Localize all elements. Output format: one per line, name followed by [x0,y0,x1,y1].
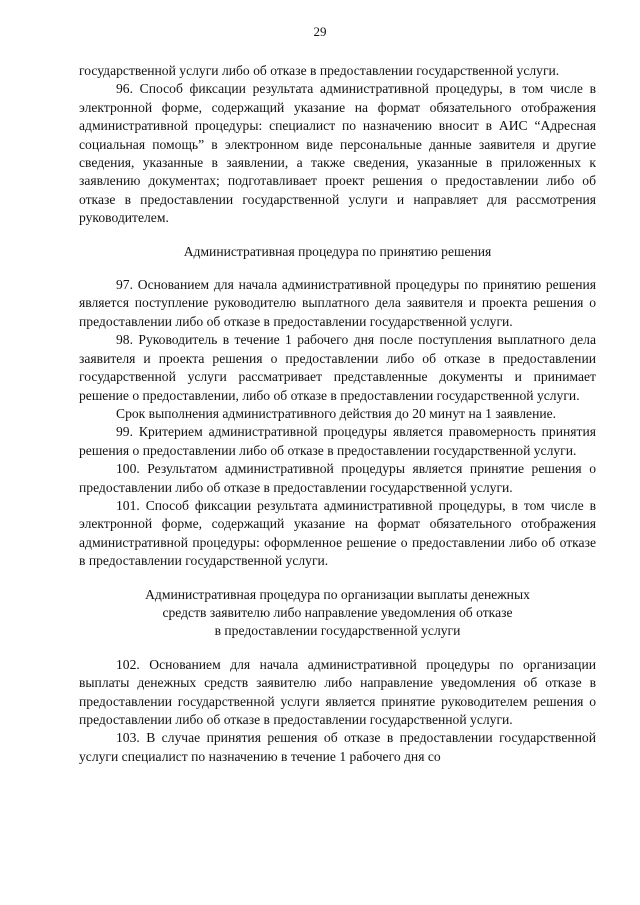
section-heading-payment-line-2: средств заявителю либо направление уведомления об отказе [162,604,513,620]
paragraph-deadline: Срок выполнения административного действия до 20 минут на 1 заявление. [116,405,557,421]
paragraph-continuation: государственной услуги либо об отказе в предоставлении государственной услуги. [79,63,560,78]
paragraph-102: 102. Основанием для начала административной процедуры по организации выплаты денежных средств заявителю либо направление уведомления об отказе в предоставлении государственной услуги является принятие руководителем решения о предоставлении либо об отказе в предоставлении государственной услуги. [79,656,596,727]
paragraph-97: 97. Основанием для начала административной процедуры по принятию решения является поступление руководителю выплатного дела заявителя и проекта решения о предоставлении либо об отказе в предоставлении государственной услуги. [79,277,596,329]
paragraph-100: 100. Результатом административной процедуры является принятие решения о предоставлении либо об отказе в предоставлении государственной услуги. [79,461,596,495]
document-body [79,62,596,766]
paragraph-103: 103. В случае принятия решения об отказе в предоставлении государственной услуги специалист по назначению в течение 1 рабочего дня со [79,730,596,764]
section-heading-payment [79,586,596,641]
section-heading-payment-line-1: Административная процедура по организации выплаты денежных [145,586,530,602]
paragraph-101: 101. Способ фиксации результата административной процедуры, в том числе в электронной форме, содержащий указание на формат обязательного отображения административной процедуры: оформленное решение о предоставлении либо об отказе в предоставлении государственной услуги. [79,497,596,569]
paragraph-96: 96. Способ фиксации результата административной процедуры, в том числе в электронной форме, содержащий указание на формат обязательного отображения административной процедуры: специалист по назначению вносит в АИС “Адресная социальная помощь” в электронном виде персональные данные заявителя и другие сведения, указанные в заявлении, а также сведения, указанные в приложенных к заявлению документах; подготавливает проект решения о предоставлении либо об отказе в предоставлении государственной услуги и направляет для рассмотрения руководителем. [79,81,596,226]
section-heading-payment-line-3: в предоставлении государственной услуги [214,623,461,639]
section-heading-decision: Административная процедура по принятию решения [183,243,492,259]
paragraph-99: 99. Критерием административной процедуры является правомерность принятия решения о предоставлении либо об отказе в предоставлении государственной услуги. [79,424,596,458]
paragraph-98: 98. Руководитель в течение 1 рабочего дня после поступления выплатного дела заявителя и проекта решения о предоставлении либо об отказе в предоставлении государственной услуги рассматривает представленные документы и принимает решение о предоставлении, либо об отказе в предоставлении государственной услуги. [79,332,596,403]
page-number: 29 [313,24,327,39]
